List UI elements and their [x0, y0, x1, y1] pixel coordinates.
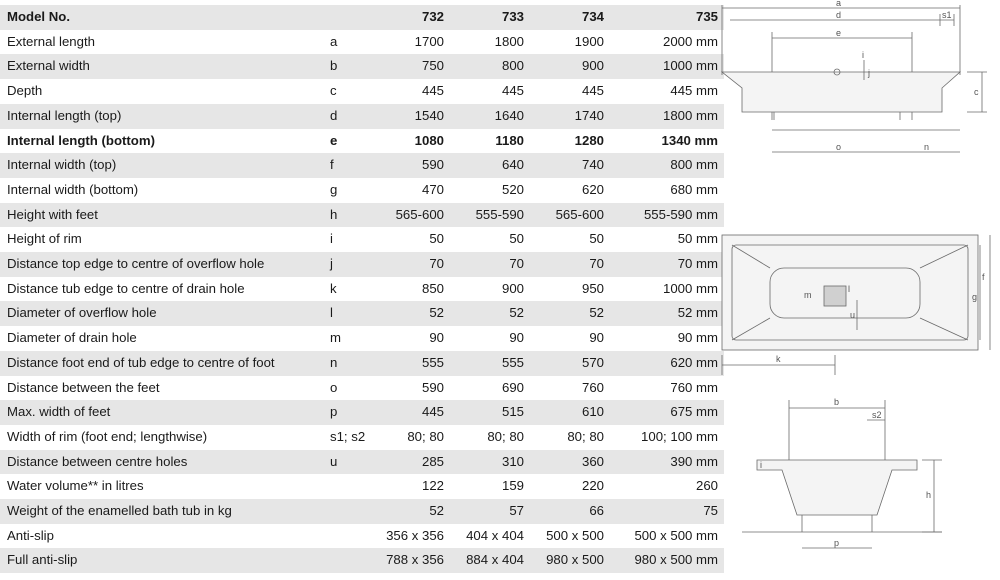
- cell-735: 555-590 mm: [604, 203, 724, 228]
- row-symbol: [325, 524, 364, 549]
- cell-733: 884 x 404: [444, 548, 524, 573]
- cell-732: 1540: [364, 104, 444, 129]
- dim-label-m: m: [804, 290, 812, 300]
- cell-733: 520: [444, 178, 524, 203]
- cell-735: 675 mm: [604, 400, 724, 425]
- table-row: [0, 30, 724, 55]
- dim-label-p: p: [834, 538, 840, 548]
- row-label: Anti-slip: [0, 524, 325, 549]
- row-symbol: g: [325, 178, 364, 203]
- cell-735: 260: [604, 474, 724, 499]
- cell-732: 470: [364, 178, 444, 203]
- cell-735: 980 x 500 mm: [604, 548, 724, 573]
- cell-733: 640: [444, 153, 524, 178]
- cell-732: 52: [364, 301, 444, 326]
- cell-733: 1640: [444, 104, 524, 129]
- dimensions-table: [0, 5, 724, 573]
- row-label: Distance tub edge to centre of drain hole: [0, 277, 325, 302]
- cell-735: 760 mm: [604, 376, 724, 401]
- cell-732: 122: [364, 474, 444, 499]
- row-symbol: c: [325, 79, 364, 104]
- cell-734: 1280: [524, 129, 604, 154]
- row-symbol: b: [325, 54, 364, 79]
- row-symbol: s1; s2: [325, 425, 364, 450]
- dim-label-a: a: [836, 0, 842, 8]
- cell-735: 1800 mm: [604, 104, 724, 129]
- row-label: Distance foot end of tub edge to centre of foot: [0, 351, 325, 376]
- dim-label-s2: s2: [872, 410, 882, 420]
- dim-label-k: k: [776, 354, 781, 364]
- model-735: 735: [604, 5, 724, 30]
- end-view-drawing: [742, 400, 942, 548]
- cell-735: 620 mm: [604, 351, 724, 376]
- cell-735: 680 mm: [604, 178, 724, 203]
- cell-732: 445: [364, 400, 444, 425]
- header-symbol: [325, 5, 364, 30]
- cell-735: 2000 mm: [604, 30, 724, 55]
- table-row: [0, 326, 724, 351]
- table-row: [0, 203, 724, 228]
- bathtub-technical-drawings: [712, 0, 1000, 580]
- cell-732: 590: [364, 376, 444, 401]
- row-symbol: p: [325, 400, 364, 425]
- row-label: Diameter of drain hole: [0, 326, 325, 351]
- cell-734: 80; 80: [524, 425, 604, 450]
- cell-733: 80; 80: [444, 425, 524, 450]
- row-symbol: i: [325, 227, 364, 252]
- table-row: [0, 376, 724, 401]
- cell-732: 80; 80: [364, 425, 444, 450]
- table-row: [0, 54, 724, 79]
- cell-735: 800 mm: [604, 153, 724, 178]
- cell-733: 900: [444, 277, 524, 302]
- table-row: [0, 227, 724, 252]
- dim-label-b: b: [834, 397, 840, 407]
- cell-735: 390 mm: [604, 450, 724, 475]
- dim-label-e: e: [836, 28, 842, 38]
- row-label: Internal length (top): [0, 104, 325, 129]
- cell-735: 445 mm: [604, 79, 724, 104]
- dim-label-o: o: [836, 142, 842, 152]
- cell-735: 1340 mm: [604, 129, 724, 154]
- row-symbol: j: [325, 252, 364, 277]
- row-label: Height of rim: [0, 227, 325, 252]
- cell-733: 159: [444, 474, 524, 499]
- cell-734: 52: [524, 301, 604, 326]
- cell-732: 1080: [364, 129, 444, 154]
- row-label: External length: [0, 30, 325, 55]
- cell-733: 70: [444, 252, 524, 277]
- table-row: [0, 450, 724, 475]
- cell-733: 800: [444, 54, 524, 79]
- cell-733: 555-590: [444, 203, 524, 228]
- cell-734: 500 x 500: [524, 524, 604, 549]
- cell-734: 570: [524, 351, 604, 376]
- cell-735: 100; 100 mm: [604, 425, 724, 450]
- cell-735: 1000 mm: [604, 277, 724, 302]
- cell-735: 500 x 500 mm: [604, 524, 724, 549]
- row-label: Weight of the enamelled bath tub in kg: [0, 499, 325, 524]
- row-symbol: n: [325, 351, 364, 376]
- cell-734: 360: [524, 450, 604, 475]
- model-732: 732: [364, 5, 444, 30]
- dim-label-g: g: [972, 292, 978, 302]
- cell-734: 66: [524, 499, 604, 524]
- row-symbol: k: [325, 277, 364, 302]
- cell-734: 620: [524, 178, 604, 203]
- table-row: [0, 252, 724, 277]
- cell-735: 70 mm: [604, 252, 724, 277]
- cell-734: 565-600: [524, 203, 604, 228]
- cell-732: 750: [364, 54, 444, 79]
- table-row: [0, 425, 724, 450]
- side-view-drawing: [722, 5, 987, 152]
- cell-732: 555: [364, 351, 444, 376]
- table-header-row: [0, 5, 724, 30]
- table-row: [0, 104, 724, 129]
- table-row: [0, 129, 724, 154]
- cell-732: 285: [364, 450, 444, 475]
- cell-733: 310: [444, 450, 524, 475]
- cell-734: 445: [524, 79, 604, 104]
- dim-label-i-end: i: [760, 460, 762, 470]
- table-row: [0, 400, 724, 425]
- dim-label-u: u: [850, 310, 856, 320]
- model-733: 733: [444, 5, 524, 30]
- row-label: External width: [0, 54, 325, 79]
- cell-732: 90: [364, 326, 444, 351]
- cell-733: 1180: [444, 129, 524, 154]
- row-label: Distance between centre holes: [0, 450, 325, 475]
- cell-734: 70: [524, 252, 604, 277]
- row-label: Width of rim (foot end; lengthwise): [0, 425, 325, 450]
- cell-734: 1900: [524, 30, 604, 55]
- cell-733: 1800: [444, 30, 524, 55]
- row-label: Internal width (top): [0, 153, 325, 178]
- cell-734: 50: [524, 227, 604, 252]
- cell-734: 950: [524, 277, 604, 302]
- row-label: Distance between the feet: [0, 376, 325, 401]
- dim-label-c: c: [974, 87, 979, 97]
- table-row: [0, 153, 724, 178]
- cell-733: 555: [444, 351, 524, 376]
- cell-735: 1000 mm: [604, 54, 724, 79]
- cell-734: 760: [524, 376, 604, 401]
- cell-734: 900: [524, 54, 604, 79]
- dim-label-s1: s1: [942, 10, 952, 20]
- row-label: Internal length (bottom): [0, 129, 325, 154]
- row-label: Max. width of feet: [0, 400, 325, 425]
- table-row: [0, 301, 724, 326]
- dim-label-j: j: [868, 68, 870, 78]
- cell-733: 52: [444, 301, 524, 326]
- dim-label-h: h: [926, 490, 932, 500]
- table-row: [0, 79, 724, 104]
- cell-732: 70: [364, 252, 444, 277]
- row-symbol: e: [325, 129, 364, 154]
- cell-733: 690: [444, 376, 524, 401]
- table-row: [0, 277, 724, 302]
- cell-733: 57: [444, 499, 524, 524]
- row-label: Distance top edge to centre of overflow hole: [0, 252, 325, 277]
- row-symbol: [325, 548, 364, 573]
- cell-734: 610: [524, 400, 604, 425]
- cell-734: 220: [524, 474, 604, 499]
- cell-732: 52: [364, 499, 444, 524]
- cell-734: 980 x 500: [524, 548, 604, 573]
- cell-735: 50 mm: [604, 227, 724, 252]
- cell-735: 75: [604, 499, 724, 524]
- row-label: Water volume** in litres: [0, 474, 325, 499]
- row-label: Depth: [0, 79, 325, 104]
- row-symbol: [325, 474, 364, 499]
- cell-732: 356 x 356: [364, 524, 444, 549]
- cell-732: 1700: [364, 30, 444, 55]
- cell-734: 740: [524, 153, 604, 178]
- table-row: [0, 351, 724, 376]
- row-label: Internal width (bottom): [0, 178, 325, 203]
- row-symbol: f: [325, 153, 364, 178]
- table-row: [0, 548, 724, 573]
- cell-732: 445: [364, 79, 444, 104]
- dim-label-i: i: [862, 50, 864, 60]
- row-symbol: h: [325, 203, 364, 228]
- cell-732: 788 x 356: [364, 548, 444, 573]
- dim-label-f: f: [982, 272, 985, 282]
- row-symbol: u: [325, 450, 364, 475]
- cell-732: 50: [364, 227, 444, 252]
- cell-733: 404 x 404: [444, 524, 524, 549]
- row-label: Height with feet: [0, 203, 325, 228]
- row-symbol: m: [325, 326, 364, 351]
- cell-732: 850: [364, 277, 444, 302]
- cell-733: 90: [444, 326, 524, 351]
- row-label: Diameter of overflow hole: [0, 301, 325, 326]
- cell-732: 565-600: [364, 203, 444, 228]
- row-label: Full anti-slip: [0, 548, 325, 573]
- dim-label-n: n: [924, 142, 930, 152]
- cell-732: 590: [364, 153, 444, 178]
- table-row: [0, 474, 724, 499]
- cell-734: 90: [524, 326, 604, 351]
- row-symbol: a: [325, 30, 364, 55]
- row-symbol: d: [325, 104, 364, 129]
- cell-734: 1740: [524, 104, 604, 129]
- cell-733: 50: [444, 227, 524, 252]
- cell-735: 52 mm: [604, 301, 724, 326]
- cell-735: 90 mm: [604, 326, 724, 351]
- header-label: Model No.: [0, 5, 325, 30]
- table-row: [0, 524, 724, 549]
- cell-733: 515: [444, 400, 524, 425]
- row-symbol: [325, 499, 364, 524]
- top-view-drawing: [722, 235, 990, 375]
- table-row: [0, 178, 724, 203]
- cell-733: 445: [444, 79, 524, 104]
- row-symbol: o: [325, 376, 364, 401]
- model-734: 734: [524, 5, 604, 30]
- dim-label-l: l: [848, 284, 850, 294]
- dim-label-d: d: [836, 10, 842, 20]
- row-symbol: l: [325, 301, 364, 326]
- table-row: [0, 499, 724, 524]
